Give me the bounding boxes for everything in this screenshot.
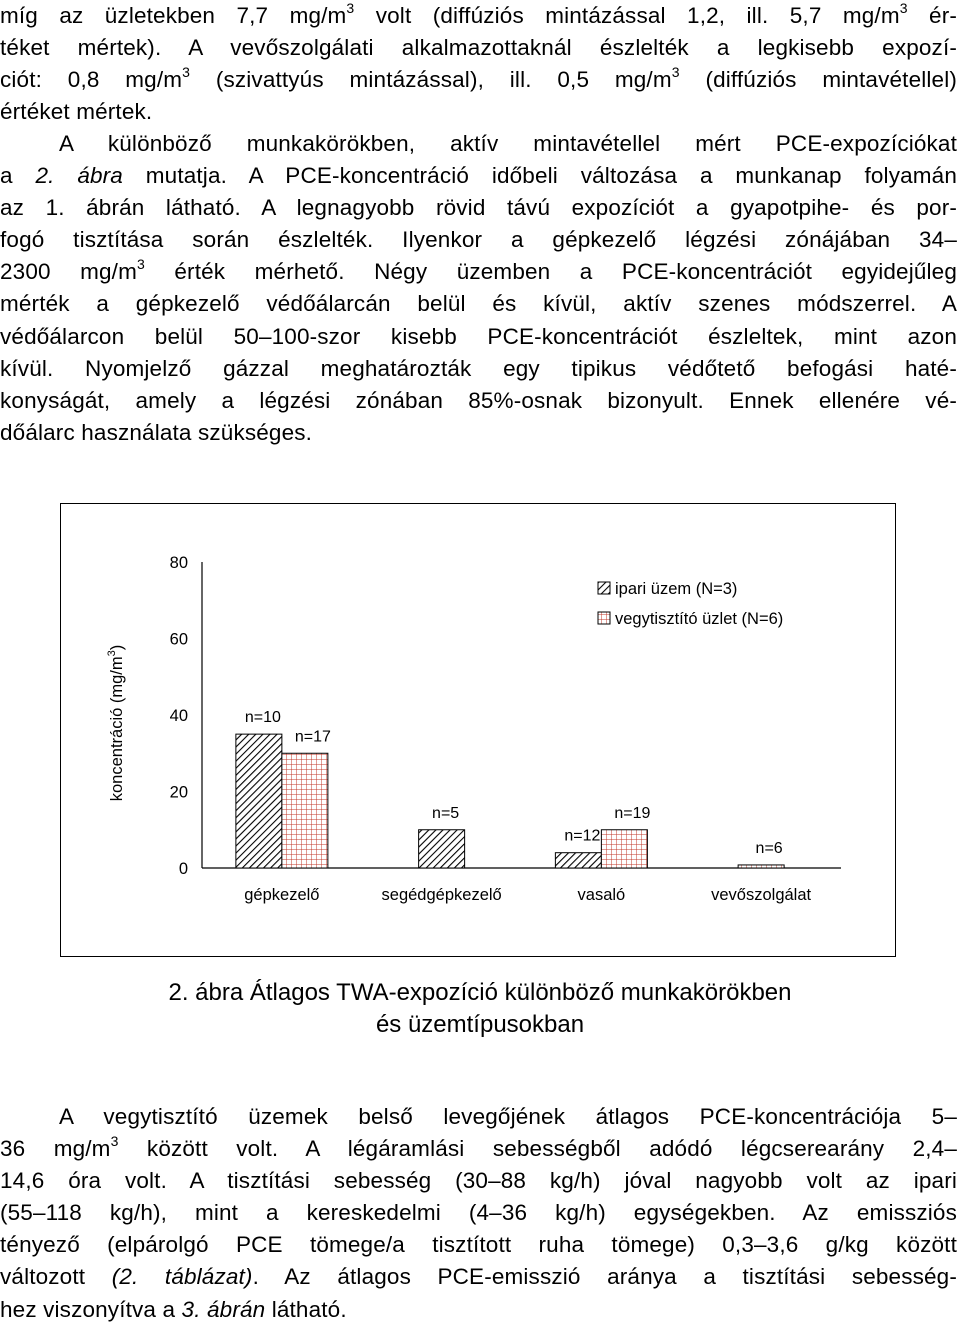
text-line: 36 $mg/m^3$ között volt. A légáramlási sebességből adódó légcserearány 2,4–	[0, 1132, 957, 1162]
text-line: védőálarcon belül 50–100-szor kisebb PCE-koncentrációt észleltek, mint azon	[0, 323, 957, 349]
y-tick-label: 60	[169, 630, 188, 649]
text-line: A vegytisztító üzemek belső levegőjének átlagos PCE-koncentrációja 5–	[59, 1104, 957, 1129]
text-line: a 2. ábra mutatja. A PCE-koncentráció időbeli változása a munkanap folyamán	[0, 163, 957, 189]
text-line: fogó tisztítása során észlelték. Ilyenkor a gépkezelő légzési zónájában 34–	[0, 227, 957, 253]
bar-data-label: n=19	[614, 804, 651, 822]
labels-layer	[244, 709, 811, 904]
caption-line-2: és üzemtípusokban	[375, 1011, 585, 1038]
bars-layer	[236, 734, 784, 868]
figure-caption	[0, 977, 960, 1041]
legend-label: vegytisztító üzlet (N=6)	[615, 610, 784, 628]
text-line: értéket mértek.	[0, 99, 153, 125]
legend-label: ipari üzem (N=3)	[615, 580, 738, 598]
y-tick-label: 40	[169, 707, 188, 725]
bar-data-label: n=12	[564, 827, 601, 845]
bar-vegytisztito-uzlet	[282, 753, 328, 868]
bar-ipari-uzem	[236, 734, 282, 868]
text-line: kívül. Nyomjelző gázzal meghatározták egy tipikus védőtető befogási haté-	[0, 355, 957, 381]
paragraph-1	[0, 0, 957, 128]
text-line: dőálarc használata szükséges.	[0, 419, 313, 445]
paragraph-2	[0, 128, 957, 449]
x-category-label: segédgépkezelő	[381, 886, 502, 904]
bar-data-label: n=10	[244, 709, 281, 727]
caption-line-1: 2. ábra Átlagos TWA-expozíció különböző munkakörökben	[168, 979, 792, 1006]
y-tick-label: 80	[169, 554, 188, 572]
text-line: az 1. ábrán látható. A legnagyobb rövid távú expozíciót a gyapotpihe- és por-	[0, 195, 957, 221]
legend	[598, 580, 783, 628]
paragraph-3	[0, 1101, 957, 1326]
y-axis-label: koncentráció $(mg/m^3)$	[106, 644, 126, 802]
text-line: mérték a gépkezelő védőálarcán belül és kívül, aktív szenes módszerrel. A	[0, 291, 957, 317]
chart-frame	[60, 503, 896, 957]
y-tick-label: 0	[178, 860, 188, 878]
bar-chart	[61, 504, 897, 958]
bar-data-label: n=17	[294, 728, 331, 746]
x-category-label: vasaló	[577, 886, 626, 904]
bar-data-label: n=5	[432, 804, 460, 822]
text-line: A különböző munkakörökben, aktív mintavétellel mért PCE-expozíciókat	[59, 131, 957, 156]
x-category-label: gépkezelő	[244, 886, 320, 904]
legend-swatch	[598, 612, 610, 624]
text-line: téket mértek). A vevőszolgálati alkalmazottaknál észlelték a legkisebb expozí-	[0, 35, 957, 61]
text-line: (55–118 kg/h), mint a kereskedelmi (4–36 kg/h) egységekben. Az emissziós	[0, 1200, 957, 1226]
axis-layer	[106, 554, 841, 878]
text-line: míg az üzletekben 7,7 $mg/m^3$ volt (diffúziós mintázással 1,2, ill. 5,7 $mg/m^3$ ér-	[0, 0, 957, 28]
text-line: ciót: 0,8 $mg/m^3$ (szivattyús mintázással), ill. 0,5 $mg/m^3$ (diffúziós mintavétellel)	[0, 63, 957, 93]
bar-data-label: n=6	[755, 839, 783, 857]
bar-ipari-uzem	[419, 830, 465, 868]
legend-swatch	[598, 582, 610, 594]
text-line: tényező (elpárolgó PCE tömege/a tisztított ruha tömege) 0,3–3,6 g/kg között	[0, 1232, 957, 1258]
bar-ipari-uzem	[555, 853, 601, 868]
text-line: hez viszonyítva a 3. ábrán látható.	[0, 1296, 347, 1322]
y-tick-label: 20	[169, 783, 188, 802]
x-category-label: vevőszolgálat	[711, 886, 812, 904]
text-line: konyságát, amely a légzési zónában 85%-osnak bizonyult. Ennek ellenére vé-	[0, 387, 957, 413]
text-line: változott (2. táblázat). Az átlagos PCE-emisszió aránya a tisztítási sebesség-	[0, 1264, 957, 1290]
bar-vegytisztito-uzlet	[738, 865, 784, 868]
text-line: 14,6 óra volt. A tisztítási sebesség (30–88 kg/h) jóval nagyobb volt az ipari	[0, 1168, 957, 1194]
text-line: 2300 $mg/m^3$ érték mérhető. Négy üzemben a PCE-koncentrációt egyidejűleg	[0, 255, 958, 285]
bar-vegytisztito-uzlet	[601, 830, 647, 868]
